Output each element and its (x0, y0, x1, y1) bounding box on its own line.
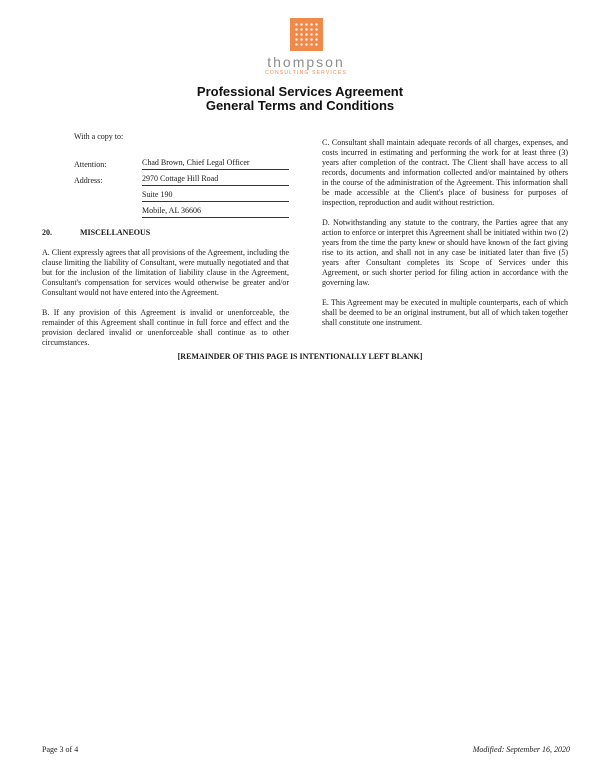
paragraph-c: C. Consultant shall maintain adequate records of all charges, expenses, and costs incurred in estimating and performing the work for at least three (3) years after completion of the contract. The Client shall have access to all records, documents and information collected and/or maintained by others in the course of the administration of the Agreement. This information shall be made accessible at the Client's place of business for purposes of inspection, reproduction and audit without restriction. (322, 138, 568, 207)
paragraph-e: E. This Agreement may be executed in multiple counterparts, each of which shall be deemed to be an original instrument, but all of which taken together shall constitute one instrument. (322, 298, 568, 327)
address-row (42, 170, 289, 186)
address-line-2: Suite 190 (142, 190, 289, 202)
section-number: 20. (42, 228, 52, 237)
attention-label: Attention: (74, 160, 107, 169)
attention-row (42, 154, 289, 170)
paragraph-b: B. If any provision of this Agreement is invalid or unenforceable, the remainder of this Agreement shall continue in full force and effect and the provision declared invalid or unenforceable shall continue as to other circumstances. (42, 308, 289, 347)
address-row-2 (42, 186, 289, 202)
title-line-2: General Terms and Conditions (205, 98, 395, 113)
address-line-1: 2970 Cottage Hill Road (142, 174, 289, 186)
remainder-notice: [REMAINDER OF THIS PAGE IS INTENTIONALLY LEFT BLANK] (177, 352, 423, 361)
logo-tagline: CONSULTING SERVICES (265, 70, 347, 76)
left-column (42, 132, 289, 348)
modified-date: Modified: September 16, 2020 (472, 745, 570, 754)
title-line-1: Professional Services Agreement (196, 84, 404, 99)
address-line-3: Mobile, AL 36606 (142, 206, 289, 218)
document-title (0, 85, 600, 113)
page-number: Page 3 of 4 (42, 745, 79, 754)
paragraph-a: A. Client expressly agrees that all provisions of the Agreement, including the clause limiting the liability of Consultant, were mutually negotiated and that but for the inclusion of the limitation of liability clause in the Agreement, Consultant's compensation for services would otherwise be greater and/or Consultant would not have entered into the Agreement. (42, 248, 289, 297)
section-heading (42, 228, 289, 238)
address-label: Address: (74, 176, 103, 185)
company-logo (262, 18, 350, 77)
address-row-3 (42, 202, 289, 218)
logo-mark-icon (290, 18, 323, 51)
copy-to-intro: With a copy to: (74, 132, 124, 141)
paragraph-d: D. Notwithstanding any statute to the contrary, the Parties agree that any action to enforce or interpret this Agreement shall be initiated within two (2) years from the time the party knew or should have known of the fact giving rise to its action, and shall not in any case be initiated later than five (5) years after Consultant completes its Scope of Services under this Agreement, or such shorter period for filing action in accordance with the governing law. (322, 218, 568, 287)
section-title: MISCELLANEOUS (80, 228, 151, 237)
attention-value: Chad Brown, Chief Legal Officer (142, 158, 289, 170)
logo-wordmark: thompson (267, 54, 345, 70)
right-column (322, 138, 568, 328)
